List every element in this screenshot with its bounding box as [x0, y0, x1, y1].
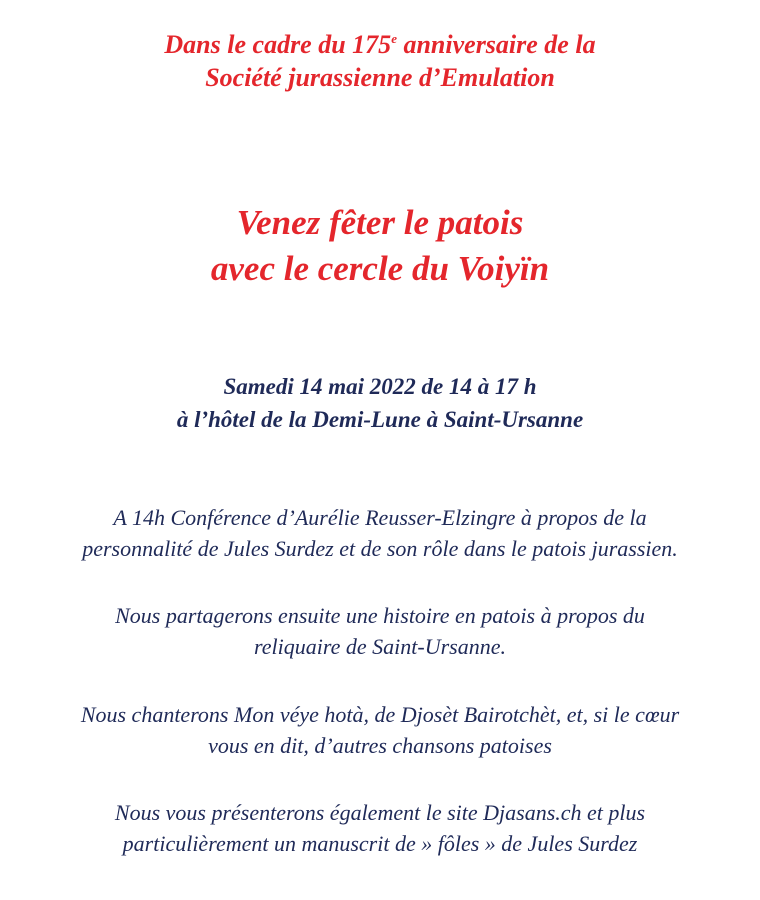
paragraph-line: particulièrement un manuscrit de » fôles » de Jules Surdez — [122, 831, 638, 856]
program-paragraph-songs — [0, 699, 760, 761]
program-paragraph-story — [0, 600, 760, 662]
event-date: Samedi 14 mai 2022 de 14 à 17 h — [223, 374, 537, 399]
header-line-1-text: Dans le cadre du 175 — [164, 30, 392, 59]
header-line-1-rest: anniversaire de la — [396, 30, 596, 59]
paragraph-line: personnalité de Jules Surdez et de son rôle dans le patois jurassien. — [82, 536, 678, 561]
program-paragraph-website — [0, 797, 760, 859]
event-place: à l’hôtel de la Demi-Lune à Saint-Ursanne — [176, 407, 584, 432]
paragraph-line: Nous vous présenterons également le site Djasans.ch et plus — [114, 800, 646, 825]
paragraph-line: Nous partagerons ensuite une histoire en patois à propos du — [115, 603, 645, 628]
paragraph-line: reliquaire de Saint-Ursanne. — [254, 634, 506, 659]
header-line-2: Société jurassienne d’Emulation — [205, 63, 555, 92]
paragraph-line: vous en dit, d’autres chansons patoises — [208, 733, 552, 758]
program-paragraph-conference — [0, 502, 760, 564]
title-line-1: Venez fêter le patois — [236, 203, 524, 242]
title-line-2: avec le cercle du Voiyïn — [210, 249, 550, 288]
header-line-1 — [0, 28, 760, 61]
paragraph-line: Nous chanterons Mon véye hotà, de Djosèt Bairotchèt, et, si le cœur — [80, 702, 680, 727]
ordinal-superscript: e — [391, 31, 397, 46]
event-title — [0, 200, 760, 292]
paragraph-line: A 14h Conférence d’Aurélie Reusser-Elzingre à propos de la — [113, 505, 647, 530]
event-date-place — [0, 370, 760, 436]
anniversary-header — [0, 28, 760, 94]
